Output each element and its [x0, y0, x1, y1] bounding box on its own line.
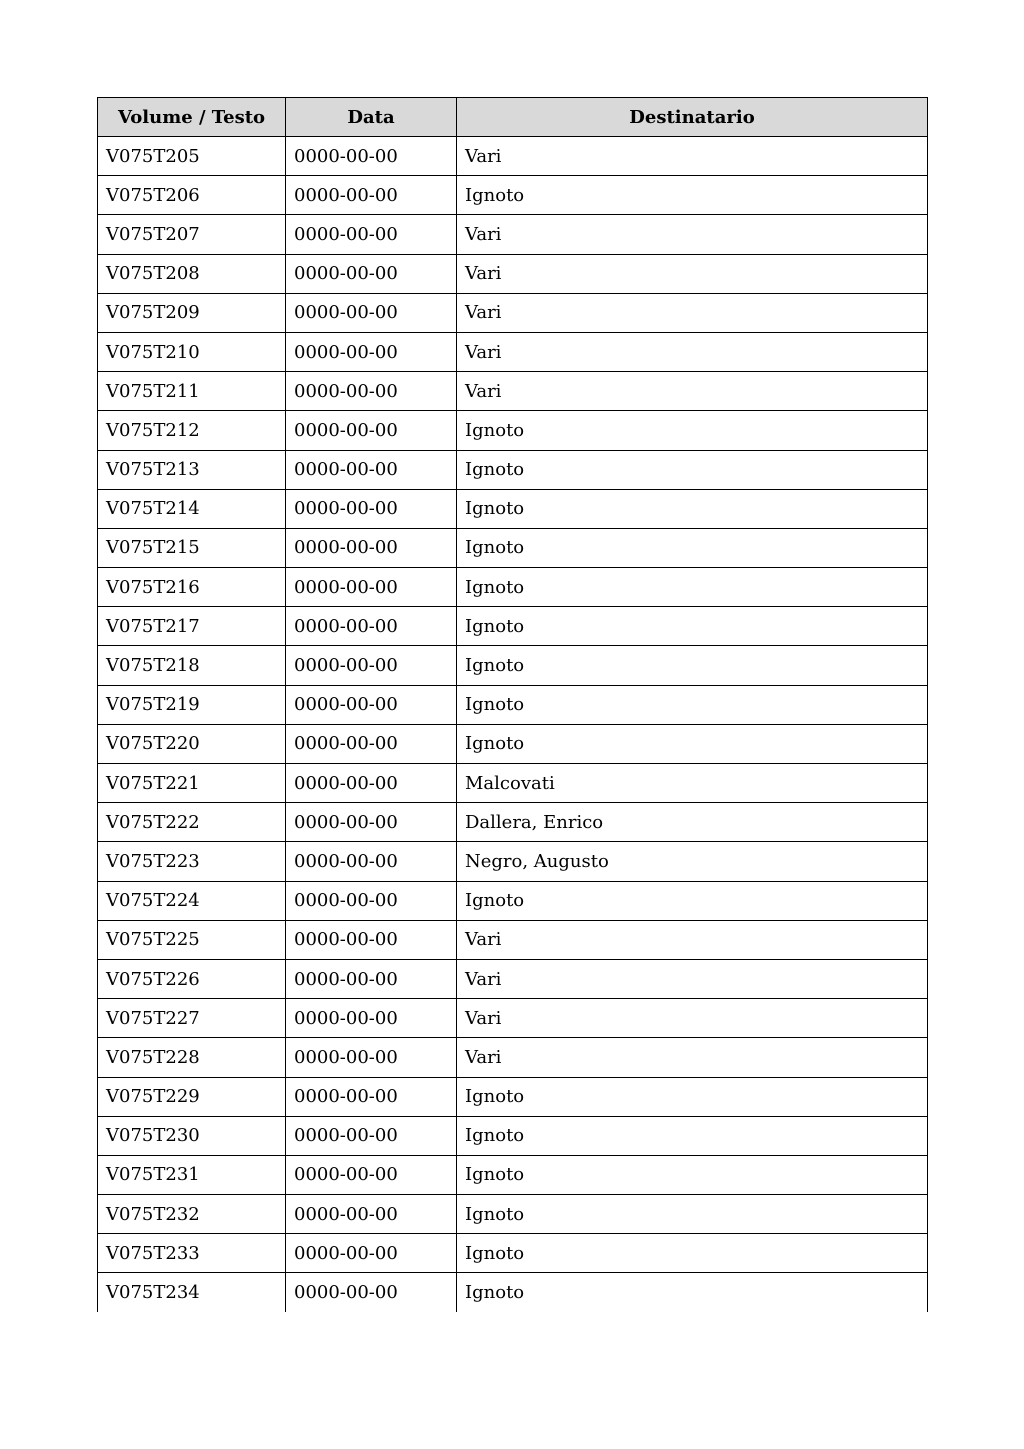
cell-data: 0000-00-00	[286, 1273, 457, 1312]
table-row	[98, 568, 928, 607]
cell-volume-testo: V075T223	[98, 842, 286, 881]
cell-volume-testo: V075T230	[98, 1116, 286, 1155]
cell-destinatario: Vari	[457, 959, 928, 998]
table-header	[98, 98, 928, 137]
table-row	[98, 764, 928, 803]
table-row	[98, 724, 928, 763]
cell-volume-testo: V075T208	[98, 254, 286, 293]
cell-destinatario: Ignoto	[457, 646, 928, 685]
cell-volume-testo: V075T218	[98, 646, 286, 685]
cell-destinatario: Vari	[457, 332, 928, 371]
table-row	[98, 1116, 928, 1155]
cell-volume-testo: V075T209	[98, 293, 286, 332]
cell-data: 0000-00-00	[286, 254, 457, 293]
cell-data: 0000-00-00	[286, 881, 457, 920]
cell-destinatario: Ignoto	[457, 1195, 928, 1234]
cell-data: 0000-00-00	[286, 137, 457, 176]
cell-data: 0000-00-00	[286, 1195, 457, 1234]
table-row	[98, 372, 928, 411]
cell-destinatario: Malcovati	[457, 764, 928, 803]
cell-data: 0000-00-00	[286, 411, 457, 450]
table-row	[98, 842, 928, 881]
table-row	[98, 1273, 928, 1312]
table-row	[98, 176, 928, 215]
cell-data: 0000-00-00	[286, 332, 457, 371]
cell-data: 0000-00-00	[286, 489, 457, 528]
cell-volume-testo: V075T217	[98, 607, 286, 646]
cell-volume-testo: V075T210	[98, 332, 286, 371]
table-row	[98, 999, 928, 1038]
cell-data: 0000-00-00	[286, 842, 457, 881]
cell-destinatario: Ignoto	[457, 1155, 928, 1194]
cell-volume-testo: V075T211	[98, 372, 286, 411]
cell-data: 0000-00-00	[286, 959, 457, 998]
cell-volume-testo: V075T225	[98, 920, 286, 959]
cell-destinatario: Vari	[457, 999, 928, 1038]
cell-volume-testo: V075T220	[98, 724, 286, 763]
table-body	[98, 137, 928, 1313]
cell-data: 0000-00-00	[286, 1116, 457, 1155]
table-row	[98, 881, 928, 920]
table-row	[98, 137, 928, 176]
cell-volume-testo: V075T232	[98, 1195, 286, 1234]
cell-data: 0000-00-00	[286, 920, 457, 959]
document-table-container	[97, 97, 927, 1312]
cell-data: 0000-00-00	[286, 568, 457, 607]
table-row	[98, 1234, 928, 1273]
cell-destinatario: Dallera, Enrico	[457, 803, 928, 842]
column-header-destinatario: Destinatario	[457, 98, 928, 137]
table-row	[98, 607, 928, 646]
cell-data: 0000-00-00	[286, 293, 457, 332]
cell-volume-testo: V075T207	[98, 215, 286, 254]
cell-volume-testo: V075T234	[98, 1273, 286, 1312]
cell-volume-testo: V075T226	[98, 959, 286, 998]
column-header-volume-testo: Volume / Testo	[98, 98, 286, 137]
cell-data: 0000-00-00	[286, 450, 457, 489]
cell-destinatario: Vari	[457, 137, 928, 176]
table-row	[98, 450, 928, 489]
cell-data: 0000-00-00	[286, 1234, 457, 1273]
cell-volume-testo: V075T206	[98, 176, 286, 215]
cell-destinatario: Ignoto	[457, 489, 928, 528]
cell-data: 0000-00-00	[286, 685, 457, 724]
cell-destinatario: Ignoto	[457, 1077, 928, 1116]
table-row	[98, 411, 928, 450]
table-row	[98, 254, 928, 293]
cell-volume-testo: V075T228	[98, 1038, 286, 1077]
cell-volume-testo: V075T219	[98, 685, 286, 724]
cell-destinatario: Vari	[457, 293, 928, 332]
cell-volume-testo: V075T224	[98, 881, 286, 920]
cell-volume-testo: V075T214	[98, 489, 286, 528]
cell-destinatario: Vari	[457, 372, 928, 411]
cell-destinatario: Vari	[457, 215, 928, 254]
table-row	[98, 685, 928, 724]
cell-data: 0000-00-00	[286, 646, 457, 685]
cell-volume-testo: V075T233	[98, 1234, 286, 1273]
cell-data: 0000-00-00	[286, 803, 457, 842]
table-row	[98, 803, 928, 842]
cell-destinatario: Negro, Augusto	[457, 842, 928, 881]
cell-volume-testo: V075T231	[98, 1155, 286, 1194]
cell-destinatario: Ignoto	[457, 1273, 928, 1312]
cell-volume-testo: V075T215	[98, 528, 286, 567]
table-row	[98, 1155, 928, 1194]
cell-data: 0000-00-00	[286, 1155, 457, 1194]
cell-destinatario: Ignoto	[457, 568, 928, 607]
table-row	[98, 920, 928, 959]
table-row	[98, 215, 928, 254]
header-row	[98, 98, 928, 137]
cell-data: 0000-00-00	[286, 372, 457, 411]
cell-data: 0000-00-00	[286, 999, 457, 1038]
cell-destinatario: Ignoto	[457, 607, 928, 646]
table-row	[98, 1195, 928, 1234]
cell-destinatario: Vari	[457, 254, 928, 293]
cell-destinatario: Ignoto	[457, 411, 928, 450]
cell-data: 0000-00-00	[286, 1077, 457, 1116]
column-header-data: Data	[286, 98, 457, 137]
cell-destinatario: Ignoto	[457, 685, 928, 724]
cell-volume-testo: V075T213	[98, 450, 286, 489]
cell-destinatario: Ignoto	[457, 1116, 928, 1155]
cell-destinatario: Vari	[457, 920, 928, 959]
table-row	[98, 489, 928, 528]
cell-volume-testo: V075T227	[98, 999, 286, 1038]
cell-destinatario: Ignoto	[457, 1234, 928, 1273]
table-row	[98, 293, 928, 332]
table-row	[98, 959, 928, 998]
cell-volume-testo: V075T216	[98, 568, 286, 607]
cell-data: 0000-00-00	[286, 724, 457, 763]
cell-destinatario: Ignoto	[457, 881, 928, 920]
cell-volume-testo: V075T212	[98, 411, 286, 450]
cell-data: 0000-00-00	[286, 528, 457, 567]
cell-volume-testo: V075T222	[98, 803, 286, 842]
cell-destinatario: Ignoto	[457, 724, 928, 763]
cell-data: 0000-00-00	[286, 1038, 457, 1077]
table-row	[98, 1077, 928, 1116]
cell-destinatario: Ignoto	[457, 528, 928, 567]
cell-volume-testo: V075T221	[98, 764, 286, 803]
table-row	[98, 1038, 928, 1077]
cell-destinatario: Ignoto	[457, 450, 928, 489]
cell-data: 0000-00-00	[286, 215, 457, 254]
cell-data: 0000-00-00	[286, 607, 457, 646]
cell-data: 0000-00-00	[286, 176, 457, 215]
cell-data: 0000-00-00	[286, 764, 457, 803]
cell-volume-testo: V075T229	[98, 1077, 286, 1116]
letters-table	[97, 97, 928, 1312]
table-row	[98, 646, 928, 685]
cell-destinatario: Ignoto	[457, 176, 928, 215]
table-row	[98, 332, 928, 371]
cell-volume-testo: V075T205	[98, 137, 286, 176]
cell-destinatario: Vari	[457, 1038, 928, 1077]
table-row	[98, 528, 928, 567]
